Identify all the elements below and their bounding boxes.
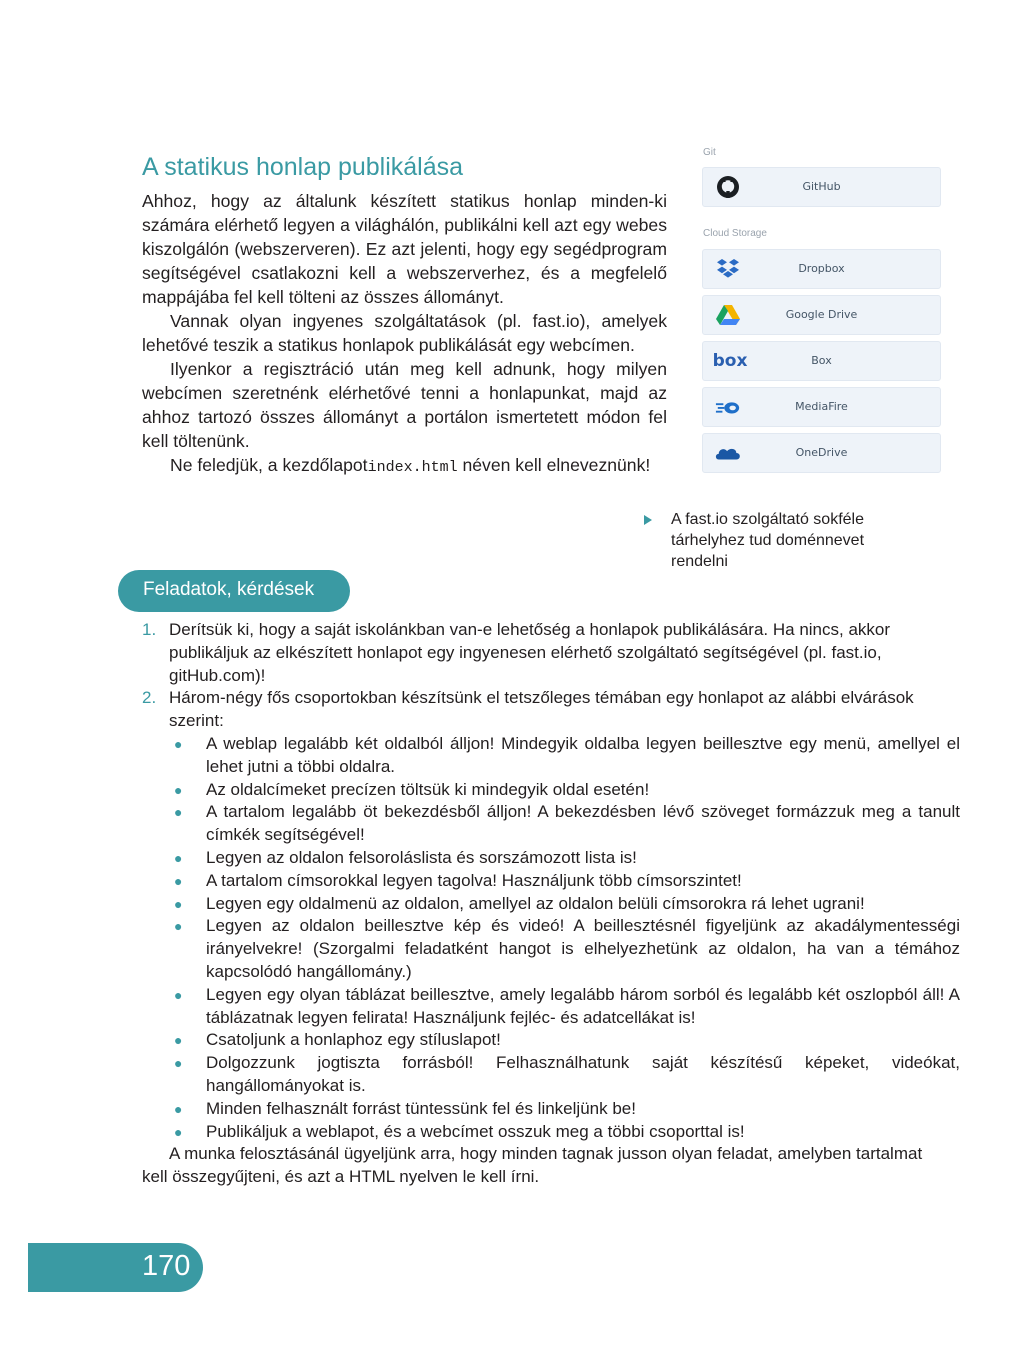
google-drive-label: Google Drive	[785, 308, 858, 321]
bullet-icon: ●	[174, 986, 183, 1003]
requirements-list	[169, 733, 960, 1143]
mediafire-label: MediaFire	[795, 400, 848, 413]
paragraph-3: Ilyenkor a regisztráció után meg kell adnunk, hogy milyen webcímen szeretnénk elérhetővé tenni a honlapunkat, majd az ahhoz tartozó összes állományt a portálon ismertetett módon fel kell töltenünk.	[142, 359, 667, 451]
onedrive-option[interactable]	[702, 433, 941, 473]
requirement-item: ● Legyen egy oldalmenü az oldalon, amellyel az oldalon belüli címsorokra rá lehet ugrani!	[169, 893, 960, 916]
mediafire-option[interactable]	[702, 387, 941, 427]
paragraph-4-end: néven kell elneveznünk!	[457, 455, 651, 475]
bullet-icon: ●	[174, 1123, 183, 1140]
requirement-item: ● Csatoljunk a honlaphoz egy stíluslapot!	[169, 1029, 960, 1052]
git-category-label: Git	[703, 147, 716, 158]
requirement-item: ● Az oldalcímeket precízen töltsük ki mindegyik oldal esetén!	[169, 779, 960, 802]
bullet-icon: ●	[174, 895, 183, 912]
github-option[interactable]	[702, 167, 941, 207]
filename-code: index.html	[367, 459, 458, 476]
tasks-section-header: Feladatok, kérdések	[118, 570, 350, 612]
bullet-icon: ●	[174, 918, 183, 935]
onedrive-label: OneDrive	[795, 446, 848, 459]
tasks-list	[142, 619, 960, 1189]
box-option[interactable]	[702, 341, 941, 381]
figure-caption	[644, 509, 904, 572]
box-label: Box	[811, 354, 832, 367]
requirement-item: ● Legyen egy olyan táblázat beillesztve, amely legalább három sorból és legalább két oszlopból áll! A táblázatnak legyen felirata! Használjunk fejléc- és adatcellákat is!	[174, 984, 960, 1027]
bullet-icon: ●	[174, 804, 183, 821]
bullet-icon: ●	[174, 1032, 183, 1049]
caption-arrow-icon	[644, 515, 652, 525]
requirement-item: ● Legyen az oldalon felsoroláslista és sorszámozott lista is!	[169, 847, 960, 870]
paragraph-1: Ahhoz, hogy az általunk készített statikus honlap minden-ki számára elérhető legyen a világhálón, publikálni kell azt egy webes kiszolgálón (webszerveren). Ez azt jelenti, hogy egy segédprogram segítségével csatlakozni kell a webszerverhez, és a megfelelő mappájába fel kell tölteni az összes állományt.	[142, 191, 667, 307]
bullet-icon: ●	[174, 1100, 183, 1117]
bullet-icon: ●	[174, 781, 183, 798]
storage-options-figure	[700, 143, 945, 483]
requirement-item: ● Publikáljuk a weblapot, és a webcímet osszuk meg a többi csoporttal is!	[169, 1121, 960, 1144]
requirement-item: ● A tartalom legalább öt bekezdésből álljon! A bekezdésben lévő szöveget formázzuk meg a tanult címkék segítségével!	[174, 802, 960, 845]
paragraph-4-start: Ne feledjük, a kezdőlapot	[170, 455, 368, 475]
requirement-item: ● Legyen az oldalon beillesztve kép és videó! A beillesztésnél figyeljünk az akadálymentességi irányelvekre! (Szorgalmi feladatként hangot is elhelyezhetünk az oldalon, ha van a témához kapcsolódó hangállomány.)	[174, 916, 960, 981]
bullet-icon: ●	[174, 1055, 183, 1072]
task-2-number: 2.	[142, 688, 157, 708]
requirement-item: ● Minden felhasznált forrást tüntessünk fel és linkeljünk be!	[169, 1098, 960, 1121]
task-2-text: Három-négy fős csoportokban készítsünk el tetszőleges témában egy honlapot az alábbi elvárások szerint:	[169, 688, 914, 731]
dropbox-label: Dropbox	[798, 262, 845, 275]
requirement-item: ● A tartalom címsorokkal legyen tagolva! Használjunk több címsorszintet!	[169, 870, 960, 893]
google-drive-option[interactable]	[702, 295, 941, 335]
requirement-item: ● A weblap legalább két oldalból álljon! Mindegyik oldalba legyen beillesztve egy menü, amellyel el lehet jutni a többi oldalra.	[174, 733, 960, 776]
caption-text: A fast.io szolgáltató sokféle tárhelyhez tud doménnevet rendelni	[671, 511, 865, 570]
bullet-icon: ●	[174, 872, 183, 889]
task-1-number: 1.	[142, 620, 157, 639]
page-title: A statikus honlap publikálása	[142, 152, 464, 181]
paragraph-2: Vannak olyan ingyenes szolgáltatások (pl. fast.io), amelyek lehetővé teszik a statikus honlapok publikálását egy webcímen.	[142, 311, 667, 355]
closing-paragraph: A munka felosztásánál ügyeljünk arra, hogy minden tagnak jusson olyan feladat, amelyben tartalmat kell összegyűjteni, és azt a HTML nyelven le kell írni.	[142, 1144, 923, 1187]
box-icon: box	[712, 351, 748, 371]
cloud-storage-category-label: Cloud Storage	[703, 228, 767, 239]
intro-text	[142, 189, 667, 480]
bullet-icon: ●	[174, 735, 183, 752]
requirement-item: ● Dolgozzunk jogtiszta forrásból! Felhasználhatunk saját készítésű képeket, videókat, hangállományokat is.	[174, 1053, 960, 1095]
task-1	[142, 619, 960, 687]
paragraph-4	[142, 453, 667, 480]
dropbox-option[interactable]	[702, 249, 941, 289]
task-1-text: Derítsük ki, hogy a saját iskolánkban van-e lehetőség a honlapok publikálására. Ha nincs, akkor publikáljuk az elkészített honlapot egy ingyenesen elérhető szolgáltató segítségével (pl. fast.io, gitHub.com)!	[169, 620, 891, 685]
task-2	[142, 687, 960, 1143]
github-label: GitHub	[802, 180, 841, 193]
page-number: 170	[142, 1250, 191, 1282]
bullet-icon: ●	[174, 849, 183, 866]
